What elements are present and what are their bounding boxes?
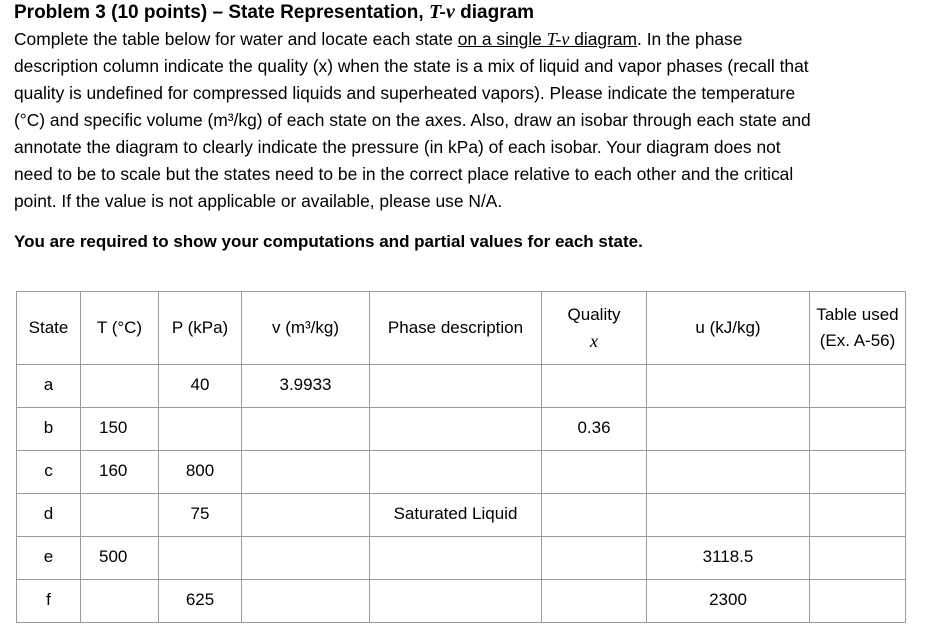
cell-state: a [17,365,81,408]
cell-table-used[interactable] [810,494,906,537]
table-row [17,580,906,623]
cell-internal-energy[interactable]: 2300 [647,580,810,623]
cell-quality[interactable] [542,494,647,537]
cell-quality[interactable] [542,580,647,623]
header-phase-description: Phase description [370,292,542,365]
cell-internal-energy[interactable] [647,494,810,537]
cell-table-used[interactable] [810,365,906,408]
cell-phase-description[interactable] [370,580,542,623]
cell-temperature[interactable]: 500 [81,537,159,580]
cell-phase-description[interactable] [370,537,542,580]
paragraph-line-3: quality is undefined for compressed liquids and superheated vapors). Please indicate the temperature [14,83,796,103]
cell-state: c [17,451,81,494]
table-row [17,365,906,408]
cell-phase-description[interactable] [370,451,542,494]
underlined-text-end: diagram [569,29,638,49]
cell-pressure[interactable] [159,408,242,451]
cell-specific-volume[interactable] [242,408,370,451]
cell-temperature[interactable]: 160 [81,451,159,494]
cell-internal-energy[interactable] [647,451,810,494]
paragraph-line-1 [14,26,914,53]
computation-requirement: You are required to show your computations and partial values for each state. [14,232,643,251]
cell-phase-description[interactable] [370,365,542,408]
cell-state: e [17,537,81,580]
cell-internal-energy[interactable]: 3118.5 [647,537,810,580]
header-quality-symbol: x [590,331,598,351]
cell-pressure[interactable]: 40 [159,365,242,408]
title-tv-symbol: T-v [428,1,455,23]
cell-state: f [17,580,81,623]
header-quality [542,292,647,365]
cell-temperature[interactable] [81,580,159,623]
header-state: State [17,292,81,365]
cell-table-used[interactable] [810,451,906,494]
tv-diagram-underlined [458,29,637,49]
cell-specific-volume[interactable] [242,451,370,494]
paragraph-line-5: annotate the diagram to clearly indicate the pressure (in kPa) of each isobar. Your diagram does not [14,137,781,157]
paragraph-line-1-start: Complete the table below for water and locate each state [14,29,458,49]
cell-temperature[interactable]: 150 [81,408,159,451]
cell-internal-energy[interactable] [647,408,810,451]
table-row [17,408,906,451]
cell-quality[interactable]: 0.36 [542,408,647,451]
table-row [17,494,906,537]
cell-pressure[interactable]: 75 [159,494,242,537]
cell-quality[interactable] [542,451,647,494]
underlined-tv-symbol: T-v [546,29,570,49]
cell-table-used[interactable] [810,408,906,451]
table-header-row [17,292,906,365]
table-row [17,451,906,494]
cell-specific-volume[interactable] [242,537,370,580]
header-table-used [810,292,906,365]
cell-table-used[interactable] [810,537,906,580]
header-table-used-label: Table used [816,305,899,324]
title-prefix: Problem 3 (10 points) – State Representation, [14,2,429,23]
cell-phase-description[interactable] [370,408,542,451]
paragraph-line-7: point. If the value is not applicable or available, please use N/A. [14,191,503,211]
cell-state: b [17,408,81,451]
cell-specific-volume[interactable] [242,494,370,537]
problem-title [14,0,534,25]
cell-specific-volume[interactable]: 3.9933 [242,365,370,408]
cell-pressure[interactable]: 800 [159,451,242,494]
state-table [16,291,906,623]
paragraph-line-2: description column indicate the quality (x) when the state is a mix of liquid and vapor phases (recall that [14,56,809,76]
cell-phase-description[interactable]: Saturated Liquid [370,494,542,537]
cell-quality[interactable] [542,365,647,408]
header-pressure: P (kPa) [159,292,242,365]
cell-temperature[interactable] [81,494,159,537]
header-quality-label: Quality [567,305,621,324]
cell-pressure[interactable] [159,537,242,580]
cell-state: d [17,494,81,537]
header-temperature: T (°C) [81,292,159,365]
cell-specific-volume[interactable] [242,580,370,623]
paragraph-line-4: (°C) and specific volume (m³/kg) of each state on the axes. Also, draw an isobar through each state and [14,110,811,130]
title-suffix: diagram [454,2,535,23]
header-internal-energy: u (kJ/kg) [647,292,810,365]
instructions-paragraph [14,26,914,215]
underlined-text: on a single [457,29,547,49]
header-table-used-example: (Ex. A-56) [819,331,896,350]
cell-quality[interactable] [542,537,647,580]
paragraph-line-1-end: . In the phase [637,29,743,49]
header-specific-volume: v (m³/kg) [242,292,370,365]
cell-temperature[interactable] [81,365,159,408]
cell-table-used[interactable] [810,580,906,623]
paragraph-line-6: need to be to scale but the states need to be in the correct place relative to each other and the critical [14,164,794,184]
table-row [17,537,906,580]
cell-pressure[interactable]: 625 [159,580,242,623]
cell-internal-energy[interactable] [647,365,810,408]
